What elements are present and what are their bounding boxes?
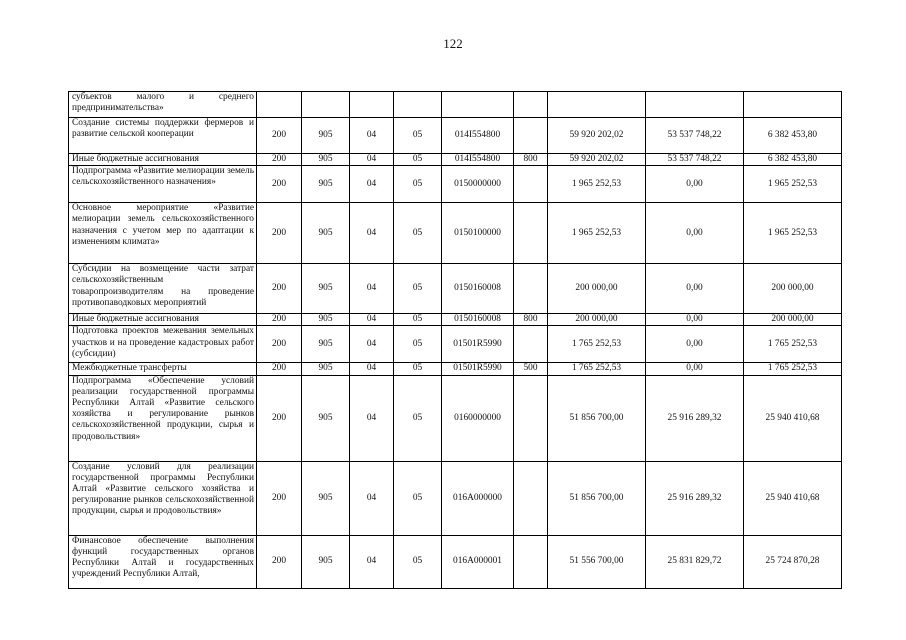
cell-gr: 200 [257, 166, 302, 203]
cell-pr: 05 [394, 363, 442, 375]
cell-vr [514, 264, 548, 314]
cell-sum-3: 1 965 252,53 [744, 166, 842, 203]
row-name: Создание системы поддержки фермеров и развитие сельской кооперации [69, 118, 257, 154]
cell-rz: 04 [350, 203, 394, 264]
table-row [69, 166, 842, 203]
cell-sum-2: 0,00 [646, 264, 744, 314]
cell-vr: 500 [514, 363, 548, 375]
cell-ved: 905 [302, 264, 350, 314]
cell-pr: 05 [394, 118, 442, 154]
cell-csr: 01501R5990 [442, 326, 514, 363]
cell-rz: 04 [350, 363, 394, 375]
cell-gr: 200 [257, 535, 302, 588]
cell-rz: 04 [350, 166, 394, 203]
row-name: Подпрограмма «Развитие мелиорации земель сельскохозяйственного назначения» [69, 166, 257, 203]
cell-sum-2: 0,00 [646, 203, 744, 264]
table-row [69, 92, 842, 118]
cell-sum-2 [646, 92, 744, 118]
cell-sum-1: 1 765 252,53 [548, 326, 646, 363]
cell-vr: 800 [514, 314, 548, 326]
cell-ved: 905 [302, 314, 350, 326]
cell-pr: 05 [394, 375, 442, 461]
cell-sum-1: 1 965 252,53 [548, 203, 646, 264]
cell-csr: 0150000000 [442, 166, 514, 203]
cell-gr: 200 [257, 363, 302, 375]
cell-pr [394, 92, 442, 118]
cell-pr: 05 [394, 264, 442, 314]
cell-sum-3: 1 965 252,53 [744, 203, 842, 264]
table-row [69, 535, 842, 588]
csr-code: 016A000001 [453, 556, 502, 566]
cell-rz: 04 [350, 535, 394, 588]
cell-sum-1: 51 856 700,00 [548, 461, 646, 535]
cell-gr: 200 [257, 154, 302, 166]
cell-gr: 200 [257, 203, 302, 264]
cell-gr: 200 [257, 314, 302, 326]
cell-pr: 05 [394, 314, 442, 326]
cell-vr [514, 92, 548, 118]
cell-pr: 05 [394, 326, 442, 363]
cell-sum-1: 59 920 202,02 [548, 118, 646, 154]
page-number: 122 [443, 36, 463, 51]
cell-sum-3: 25 940 410,68 [744, 375, 842, 461]
cell-csr: 01501R5990 [442, 363, 514, 375]
cell-sum-1: 51 556 700,00 [548, 535, 646, 588]
cell-ved: 905 [302, 118, 350, 154]
cell-gr: 200 [257, 118, 302, 154]
cell-ved: 905 [302, 363, 350, 375]
cell-gr [257, 92, 302, 118]
table-row [69, 461, 842, 535]
cell-sum-3: 6 382 453,80 [744, 118, 842, 154]
row-name: Подготовка проектов межевания земельных участков и на проведение кадастровых работ (субсидии) [69, 326, 257, 363]
row-name: Финансовое обеспечение выполнения функций государственных органов Республики Алтай и государственных учреждений Республики Алтай, [69, 535, 257, 588]
cell-rz: 04 [350, 326, 394, 363]
cell-csr: 0160000000 [442, 375, 514, 461]
cell-csr: 0150160008 [442, 314, 514, 326]
cell-csr [442, 92, 514, 118]
table-row [69, 314, 842, 326]
table-row [69, 375, 842, 461]
row-name: Иные бюджетные ассигнования [69, 154, 257, 166]
cell-sum-1: 200 000,00 [548, 314, 646, 326]
csr-code: 016A000000 [453, 492, 502, 503]
cell-ved: 905 [302, 326, 350, 363]
cell-rz: 04 [350, 118, 394, 154]
row-name: Подпрограмма «Обеспечение условий реализации государственной программы Республики Алтай «Развитие сельского хозяйства и регулирование рынков сельскохозяйственной продукции, сырья и продовольствия» [69, 375, 257, 461]
cell-vr [514, 375, 548, 461]
cell-vr [514, 535, 548, 588]
cell-vr [514, 326, 548, 363]
row-name: субъектов малого и среднего предпринимательства» [69, 92, 257, 118]
cell-sum-1: 1 965 252,53 [548, 166, 646, 203]
cell-sum-3: 200 000,00 [744, 264, 842, 314]
table-row [69, 264, 842, 314]
cell-sum-3: 25 724 870,28 [744, 535, 842, 588]
cell-gr: 200 [257, 375, 302, 461]
table-row [69, 363, 842, 375]
cell-gr: 200 [257, 326, 302, 363]
cell-csr: 014I554800 [442, 154, 514, 166]
cell-sum-1: 59 920 202,02 [548, 154, 646, 166]
cell-sum-1: 1 765 252,53 [548, 363, 646, 375]
cell-pr: 05 [394, 166, 442, 203]
table-row [69, 326, 842, 363]
cell-sum-2: 0,00 [646, 166, 744, 203]
cell-sum-1 [548, 92, 646, 118]
cell-csr: 014I554800 [442, 118, 514, 154]
cell-rz: 04 [350, 154, 394, 166]
row-name: Создание условий для реализации государственной программы Республики Алтай «Развитие сельского хозяйства и регулирование рынков сельскохозяйственной продукции, сырья и продовольствия» [69, 461, 257, 535]
cell-pr: 05 [394, 154, 442, 166]
cell-sum-3: 200 000,00 [744, 314, 842, 326]
cell-csr [442, 461, 514, 535]
cell-csr: 0150160008 [442, 264, 514, 314]
cell-pr: 05 [394, 461, 442, 535]
cell-rz: 04 [350, 375, 394, 461]
row-name: Межбюджетные трансферты [69, 363, 257, 375]
cell-sum-3: 1 765 252,53 [744, 326, 842, 363]
cell-sum-2: 25 916 289,32 [646, 375, 744, 461]
row-name: Субсидии на возмещение части затрат сельскохозяйственным товаропроизводителям на проведение противопаводковых мероприятий [69, 264, 257, 314]
cell-ved: 905 [302, 535, 350, 588]
cell-sum-2: 53 537 748,22 [646, 154, 744, 166]
cell-csr: 0150100000 [442, 203, 514, 264]
table-row [69, 203, 842, 264]
cell-sum-2: 53 537 748,22 [646, 118, 744, 154]
cell-ved: 905 [302, 375, 350, 461]
cell-ved [302, 92, 350, 118]
cell-sum-2: 25 831 829,72 [646, 535, 744, 588]
budget-table [68, 91, 842, 589]
cell-sum-2: 0,00 [646, 363, 744, 375]
cell-vr [514, 461, 548, 535]
cell-rz: 04 [350, 264, 394, 314]
cell-rz: 04 [350, 461, 394, 535]
cell-sum-1: 51 856 700,00 [548, 375, 646, 461]
table-row [69, 154, 842, 166]
row-name: Основное мероприятие «Развитие мелиорации земель сельскохозяйственного назначения с учетом мер по адаптации к изменениям климата» [69, 203, 257, 264]
table-row [69, 118, 842, 154]
cell-vr [514, 118, 548, 154]
cell-gr: 200 [257, 264, 302, 314]
cell-sum-3: 1 765 252,53 [744, 363, 842, 375]
cell-sum-2: 0,00 [646, 314, 744, 326]
cell-vr [514, 166, 548, 203]
cell-ved: 905 [302, 461, 350, 535]
cell-rz: 04 [350, 314, 394, 326]
cell-pr: 05 [394, 535, 442, 588]
cell-sum-1: 200 000,00 [548, 264, 646, 314]
cell-ved: 905 [302, 166, 350, 203]
cell-vr: 800 [514, 154, 548, 166]
cell-sum-3: 6 382 453,80 [744, 154, 842, 166]
cell-ved: 905 [302, 203, 350, 264]
row-name: Иные бюджетные ассигнования [69, 314, 257, 326]
cell-ved: 905 [302, 154, 350, 166]
cell-rz [350, 92, 394, 118]
cell-csr [442, 535, 514, 588]
cell-vr [514, 203, 548, 264]
cell-pr: 05 [394, 203, 442, 264]
cell-sum-2: 25 916 289,32 [646, 461, 744, 535]
cell-sum-3 [744, 92, 842, 118]
cell-gr: 200 [257, 461, 302, 535]
cell-sum-2: 0,00 [646, 326, 744, 363]
cell-sum-3: 25 940 410,68 [744, 461, 842, 535]
